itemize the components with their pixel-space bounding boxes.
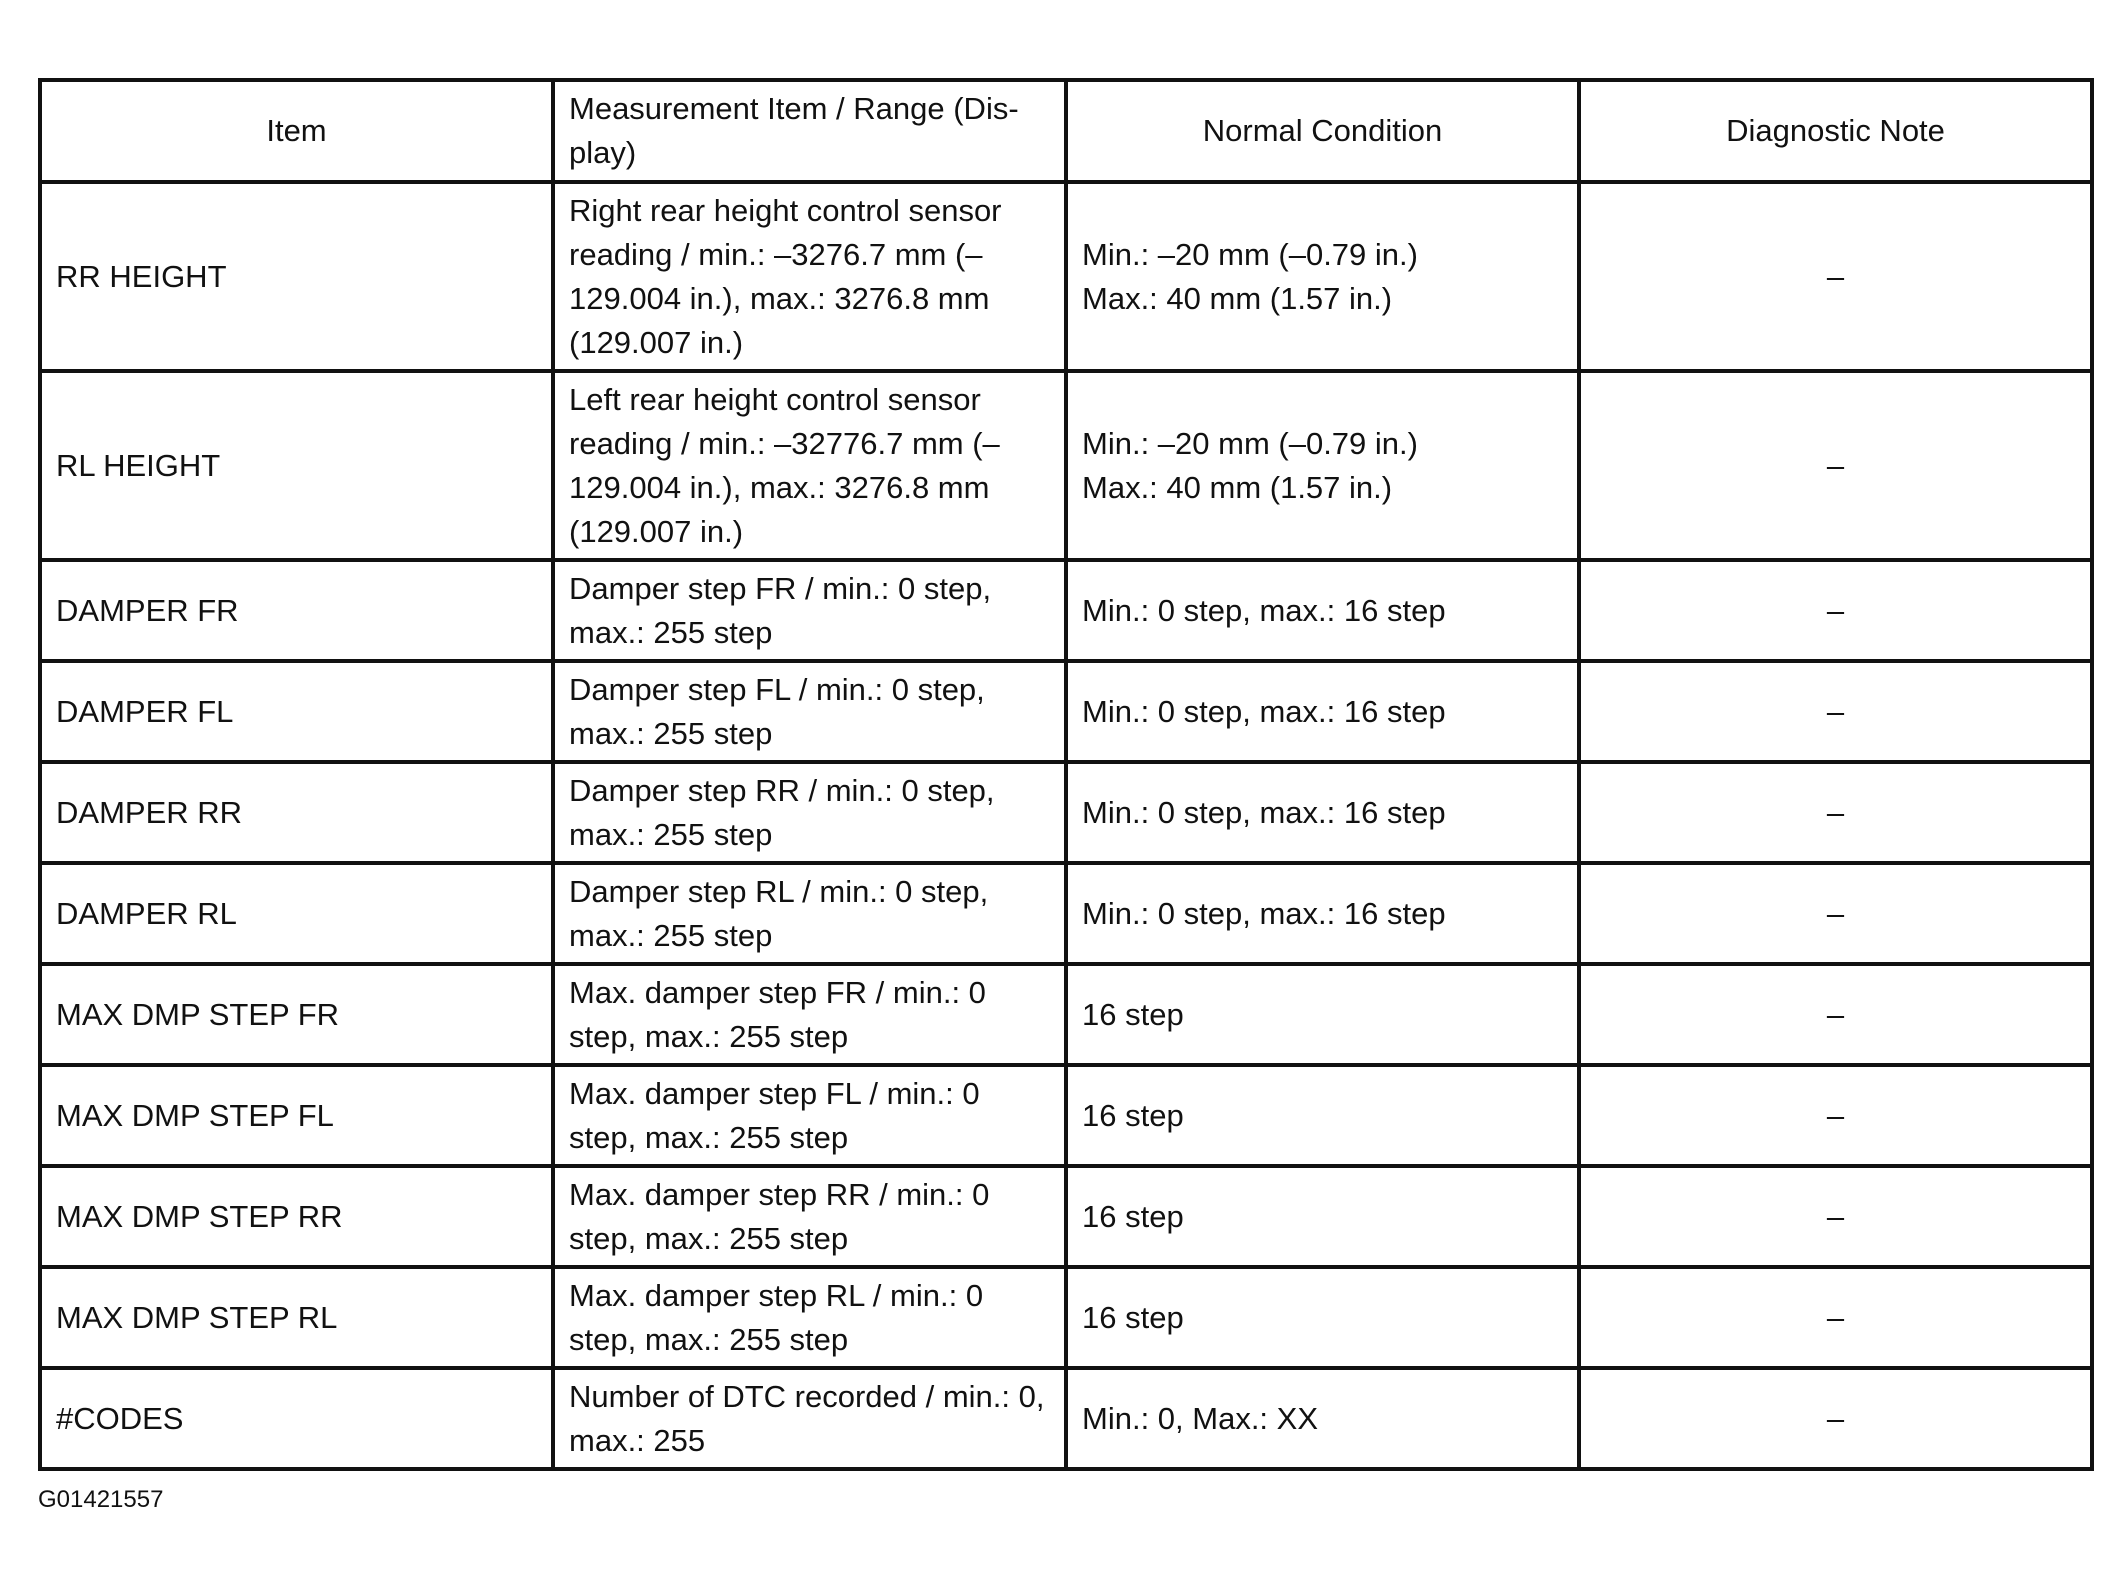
- cell-item: DAMPER RL: [40, 863, 553, 964]
- cell-diagnostic-note: –: [1579, 762, 2092, 863]
- cell-measurement-range: Damper step RR / min.: 0 step, max.: 255 step: [553, 762, 1066, 863]
- table-row: [40, 964, 2092, 1065]
- cell-diagnostic-note: –: [1579, 964, 2092, 1065]
- cell-item: DAMPER FR: [40, 560, 553, 661]
- table-row: [40, 1368, 2092, 1469]
- cell-normal-condition: 16 step: [1066, 1166, 1579, 1267]
- cell-diagnostic-note: –: [1579, 1166, 2092, 1267]
- cell-normal-condition: Min.: –20 mm (–0.79 in.) Max.: 40 mm (1.57 in.): [1066, 371, 1579, 560]
- cell-item: DAMPER RR: [40, 762, 553, 863]
- cell-normal-condition: Min.: 0 step, max.: 16 step: [1066, 863, 1579, 964]
- cell-normal-condition: Min.: –20 mm (–0.79 in.) Max.: 40 mm (1.57 in.): [1066, 182, 1579, 371]
- cell-normal-condition: Min.: 0 step, max.: 16 step: [1066, 661, 1579, 762]
- cell-measurement-range: Max. damper step FR / min.: 0 step, max.: 255 step: [553, 964, 1066, 1065]
- cell-item: RR HEIGHT: [40, 182, 553, 371]
- table-row: [40, 560, 2092, 661]
- table-row: [40, 1267, 2092, 1368]
- cell-item: MAX DMP STEP RR: [40, 1166, 553, 1267]
- cell-measurement-range: Damper step FL / min.: 0 step, max.: 255 step: [553, 661, 1066, 762]
- cell-diagnostic-note: –: [1579, 371, 2092, 560]
- cell-measurement-range: Max. damper step RR / min.: 0 step, max.: 255 step: [553, 1166, 1066, 1267]
- cell-measurement-range: Damper step FR / min.: 0 step, max.: 255 step: [553, 560, 1066, 661]
- header-diagnostic-note: Diagnostic Note: [1579, 80, 2092, 182]
- cell-normal-condition: 16 step: [1066, 1267, 1579, 1368]
- cell-measurement-range: Right rear height control sensor reading / min.: –3276.7 mm (–129.004 in.), max.: 3276.8 mm (129.007 in.): [553, 182, 1066, 371]
- cell-diagnostic-note: –: [1579, 182, 2092, 371]
- cell-normal-condition: Min.: 0 step, max.: 16 step: [1066, 560, 1579, 661]
- header-normal-condition: Normal Condition: [1066, 80, 1579, 182]
- header-item: Item: [40, 80, 553, 182]
- cell-item: MAX DMP STEP RL: [40, 1267, 553, 1368]
- header-row: [40, 80, 2092, 182]
- cell-normal-condition: 16 step: [1066, 964, 1579, 1065]
- cell-diagnostic-note: –: [1579, 863, 2092, 964]
- header-measurement-range: Measurement Item / Range (Dis-play): [553, 80, 1066, 182]
- figure-code: G01421557: [38, 1486, 164, 1513]
- cell-measurement-range: Number of DTC recorded / min.: 0, max.: 255: [553, 1368, 1066, 1469]
- cell-diagnostic-note: –: [1579, 1065, 2092, 1166]
- table-header: [40, 80, 2092, 182]
- table-row: [40, 1166, 2092, 1267]
- table-row: [40, 182, 2092, 371]
- cell-measurement-range: Max. damper step FL / min.: 0 step, max.: 255 step: [553, 1065, 1066, 1166]
- data-list-table: [38, 78, 2094, 1471]
- cell-measurement-range: Damper step RL / min.: 0 step, max.: 255 step: [553, 863, 1066, 964]
- cell-measurement-range: Max. damper step RL / min.: 0 step, max.: 255 step: [553, 1267, 1066, 1368]
- cell-normal-condition: Min.: 0, Max.: XX: [1066, 1368, 1579, 1469]
- table-body: [40, 182, 2092, 1469]
- cell-diagnostic-note: –: [1579, 661, 2092, 762]
- cell-item: DAMPER FL: [40, 661, 553, 762]
- cell-diagnostic-note: –: [1579, 1368, 2092, 1469]
- cell-normal-condition: Min.: 0 step, max.: 16 step: [1066, 762, 1579, 863]
- cell-item: RL HEIGHT: [40, 371, 553, 560]
- cell-diagnostic-note: –: [1579, 560, 2092, 661]
- table-row: [40, 762, 2092, 863]
- table-row: [40, 863, 2092, 964]
- table-row: [40, 661, 2092, 762]
- cell-item: MAX DMP STEP FL: [40, 1065, 553, 1166]
- cell-item: MAX DMP STEP FR: [40, 964, 553, 1065]
- cell-item: #CODES: [40, 1368, 553, 1469]
- cell-diagnostic-note: –: [1579, 1267, 2092, 1368]
- cell-measurement-range: Left rear height control sensor reading / min.: –32776.7 mm (–129.004 in.), max.: 3276.8 mm (129.007 in.): [553, 371, 1066, 560]
- table-row: [40, 1065, 2092, 1166]
- cell-normal-condition: 16 step: [1066, 1065, 1579, 1166]
- table-row: [40, 371, 2092, 560]
